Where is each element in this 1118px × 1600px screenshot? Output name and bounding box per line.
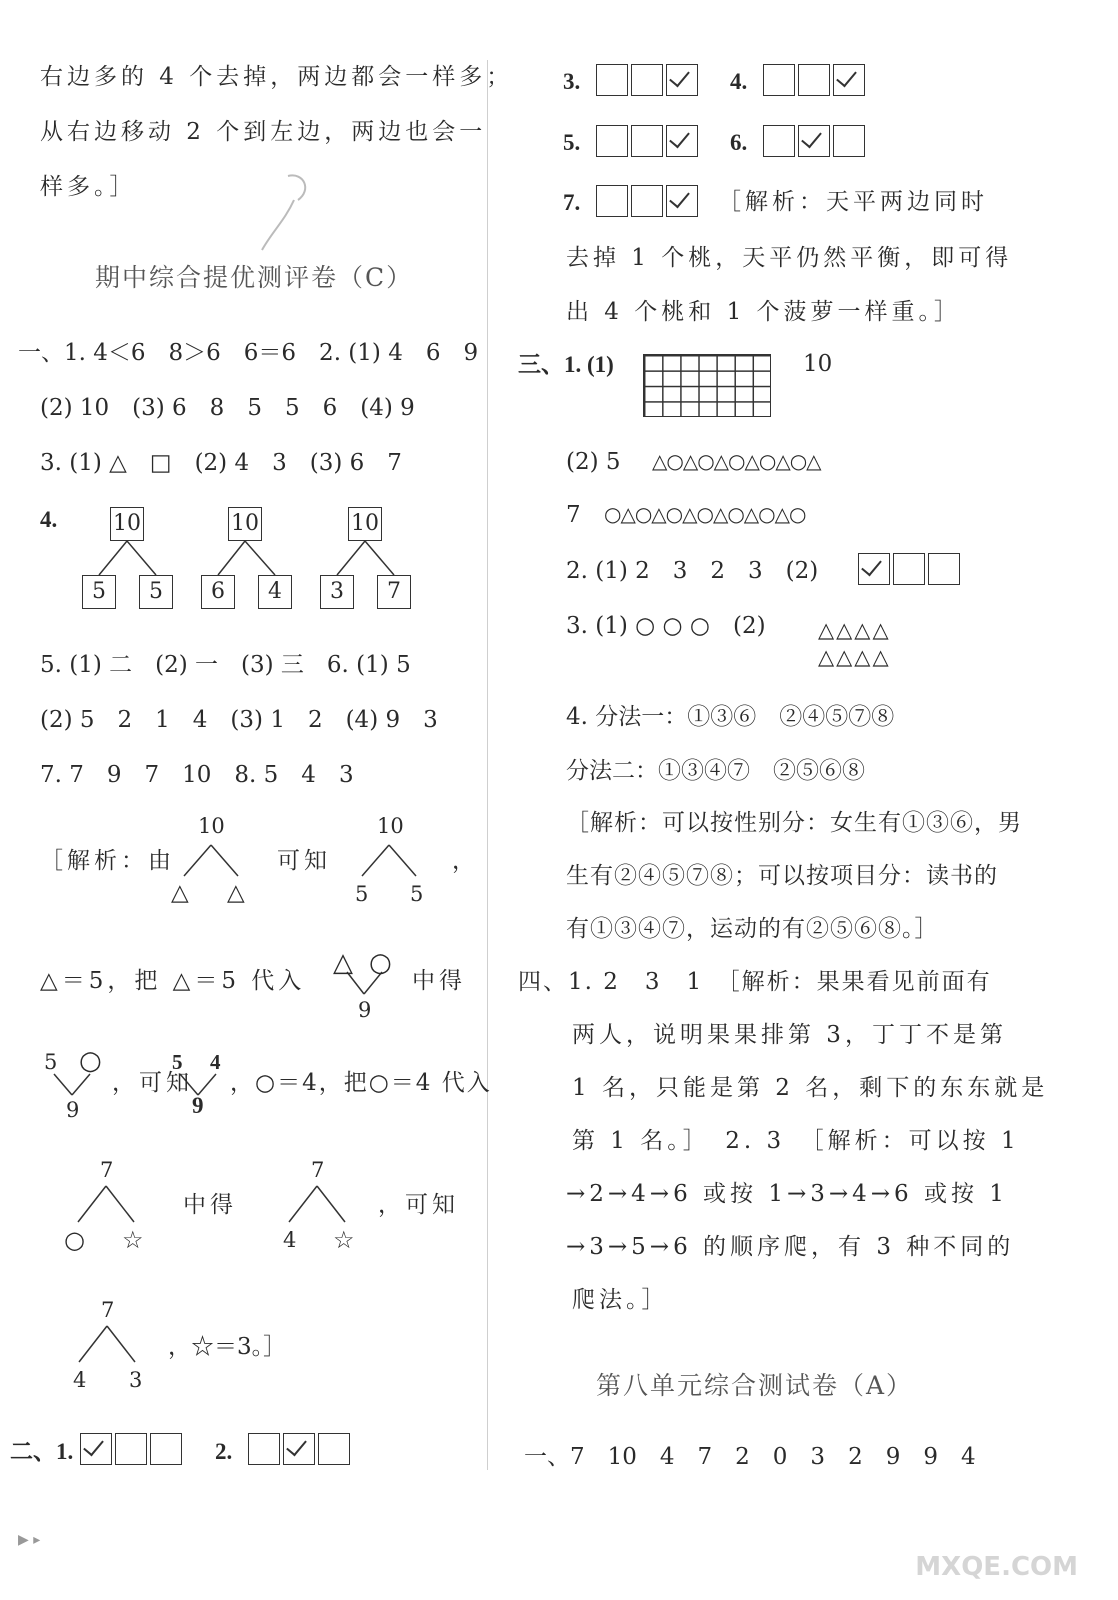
bond-number: 7 [311, 1158, 325, 1182]
star-symbol: ☆ [333, 1226, 355, 1254]
answer-line: 7. 7 9 7 10 8. 5 4 3 [40, 762, 354, 788]
shape-row: ○△○△○△○△○△○△○ [604, 502, 806, 526]
empty-box [928, 553, 960, 585]
question-number: 2. [215, 1439, 233, 1464]
bond-left-box: 3 [320, 575, 354, 609]
answer-line: 二、1. [10, 1439, 74, 1464]
bond-right-box: 4 [258, 575, 292, 609]
bond-number: 5 [44, 1050, 58, 1074]
checked-box [666, 64, 698, 96]
bond-left-box: 6 [201, 575, 235, 609]
explanation-text: 中得 [412, 968, 466, 994]
checked-box [666, 125, 698, 157]
answer-boxes [596, 185, 701, 217]
bond-number: 4 [73, 1368, 87, 1392]
empty-box [150, 1433, 182, 1465]
answer-line: (2) 10 (3) 6 8 5 5 6 (4) 9 [40, 395, 415, 421]
exam-title: 期中综合提优测评卷（C） [95, 263, 414, 292]
watermark: MXQE.COM [915, 1552, 1078, 1582]
answer-boxes [596, 64, 701, 96]
question-number: 4. [730, 69, 748, 94]
empty-box [318, 1433, 350, 1465]
empty-box [596, 64, 628, 96]
answer-line: 三、1. (1) [518, 352, 614, 377]
checked-box [798, 125, 830, 157]
triangle-symbol: △ [333, 948, 353, 978]
bond-top-box: 10 [110, 507, 144, 541]
empty-box [248, 1433, 280, 1465]
explanation-text: 爬法。］ [572, 1287, 669, 1313]
answer-line: 一、1. 4＜6 8＞6 6＝6 2. (1) 4 6 9 [18, 340, 479, 366]
text-line: 右边多的 4 个去掉，两边都会一样多； [40, 64, 514, 90]
answer-boxes [763, 64, 868, 96]
explanation-text: ，可知 [378, 1192, 459, 1218]
answer-boxes [858, 553, 963, 585]
circle-symbol: ○ [64, 1226, 85, 1254]
bond-left-box: 5 [82, 575, 116, 609]
bond-number: 7 [100, 1158, 114, 1182]
punctuation: ， [452, 848, 475, 874]
explanation-text: △＝5，把 △＝5 代入 [40, 968, 306, 994]
explanation-text: ［解析：天平两边同时 [718, 189, 988, 215]
triangle-symbol: △ [171, 880, 189, 906]
star-symbol: ☆ [122, 1226, 144, 1254]
bond-number: 4 [283, 1228, 297, 1252]
checked-box [858, 553, 890, 585]
answer-boxes [80, 1433, 185, 1465]
explanation-text: ，可知 [112, 1070, 193, 1096]
empty-box [798, 64, 830, 96]
explanation-text: ，○＝4，把○＝4 代入 [230, 1070, 492, 1096]
bond-number: 9 [358, 998, 372, 1022]
question-number: 4. [40, 507, 58, 532]
explanation-text: →3→5→6 的顺序爬，有 3 种不同的 [566, 1234, 1015, 1260]
explanation-text: 可知 [277, 848, 331, 874]
triangle-symbol: △ [227, 880, 245, 906]
grid-diagram [643, 354, 771, 417]
explanation-text: 中得 [183, 1192, 237, 1218]
bond-right-box: 7 [377, 575, 411, 609]
triangle-row: △△△△ [818, 645, 891, 669]
bond-number: 9 [66, 1098, 80, 1122]
explanation-text: 去掉 1 个桃，天平仍然平衡，即可得 [566, 245, 1013, 271]
explanation-text: 生有②④⑤⑦⑧；可以按项目分：读书的 [566, 863, 998, 889]
explanation-text: →2→4→6 或按 1→3→4→6 或按 1 [566, 1181, 1008, 1207]
triangle-row: △△△△ [818, 618, 891, 642]
bond-number: 7 [101, 1298, 115, 1322]
empty-box [596, 185, 628, 217]
answer-line: 2. (1) 2 3 2 3 (2) [566, 558, 819, 584]
empty-box [115, 1433, 147, 1465]
question-number: 7. [563, 190, 581, 215]
explanation-text: ［解析：可以按性别分：女生有①③⑥，男 [566, 810, 1022, 836]
checked-box [283, 1433, 315, 1465]
empty-box [631, 125, 663, 157]
explanation-text: 出 4 个桃和 1 个菠萝一样重。］ [566, 299, 962, 325]
question-number: 6. [730, 130, 748, 155]
unit-title: 第八单元综合测试卷（A） [596, 1371, 914, 1400]
answer-boxes [596, 125, 701, 157]
answer-line: 7 [566, 502, 581, 528]
answer-value: 10 [803, 351, 833, 377]
empty-box [893, 553, 925, 585]
bond-right-box: 5 [139, 575, 173, 609]
circle-symbol: ○ [79, 1046, 102, 1076]
answer-line: 5. (1) 二 (2) 一 (3) 三 6. (1) 5 [40, 652, 411, 678]
empty-box [631, 185, 663, 217]
bond-number: 5 [410, 882, 424, 906]
bond-number: 4 [210, 1050, 221, 1074]
explanation-text: ［解析：由 [40, 848, 175, 874]
explanation-text: 第 1 名。］ 2. 3 ［解析：可以按 1 [572, 1128, 1020, 1154]
checked-box [666, 185, 698, 217]
checked-box [80, 1433, 112, 1465]
answer-line: 一、7 10 4 7 2 0 3 2 9 9 4 [524, 1444, 976, 1470]
bond-number: 5 [172, 1050, 183, 1074]
answer-line: 3. (1) △ □ (2) 4 3 (3) 6 7 [40, 450, 402, 476]
empty-box [596, 125, 628, 157]
question-number: 5. [563, 130, 581, 155]
explanation-text: 有①③④⑦，运动的有②⑤⑥⑧。］ [566, 916, 939, 942]
bond-top-box: 10 [228, 507, 262, 541]
answer-line: 4. 分法一：①③⑥ ②④⑤⑦⑧ [566, 704, 895, 730]
bond-number: 10 [377, 814, 404, 838]
text-line: 样多。］ [40, 174, 137, 200]
answer-boxes [248, 1433, 353, 1465]
empty-box [631, 64, 663, 96]
text-line: 从右边移动 2 个到左边，两边也会一 [40, 119, 487, 145]
page-arrow-icon: ▶ ▸ [18, 1532, 41, 1548]
answer-line: 3. (1) ○ ○ ○ (2) [566, 613, 766, 639]
circle-symbol: ○ [369, 948, 392, 978]
answer-line: 四、1. 2 3 1 ［解析：果果看见前面有 [518, 969, 992, 995]
empty-box [833, 125, 865, 157]
explanation-text: ，☆＝3。］ [168, 1334, 287, 1360]
answer-line: (2) 5 [566, 449, 621, 475]
checked-box [833, 64, 865, 96]
answer-boxes [763, 125, 868, 157]
bond-number: 9 [192, 1093, 204, 1118]
bond-number: 10 [198, 814, 225, 838]
bond-top-box: 10 [348, 507, 382, 541]
bond-number: 3 [129, 1368, 143, 1392]
explanation-text: 两人，说明果果排第 3，丁丁不是第 [572, 1022, 1007, 1048]
explanation-text: 1 名，只能是第 2 名，剩下的东东就是 [572, 1075, 1049, 1101]
shape-row: △○△○△○△○△○△ [652, 449, 821, 473]
question-number: 3. [563, 69, 581, 94]
empty-box [763, 64, 795, 96]
empty-box [763, 125, 795, 157]
bond-number: 5 [355, 882, 369, 906]
answer-line: 分法二：①③④⑦ ②⑤⑥⑧ [566, 758, 865, 784]
answer-line: (2) 5 2 1 4 (3) 1 2 (4) 9 3 [40, 707, 438, 733]
